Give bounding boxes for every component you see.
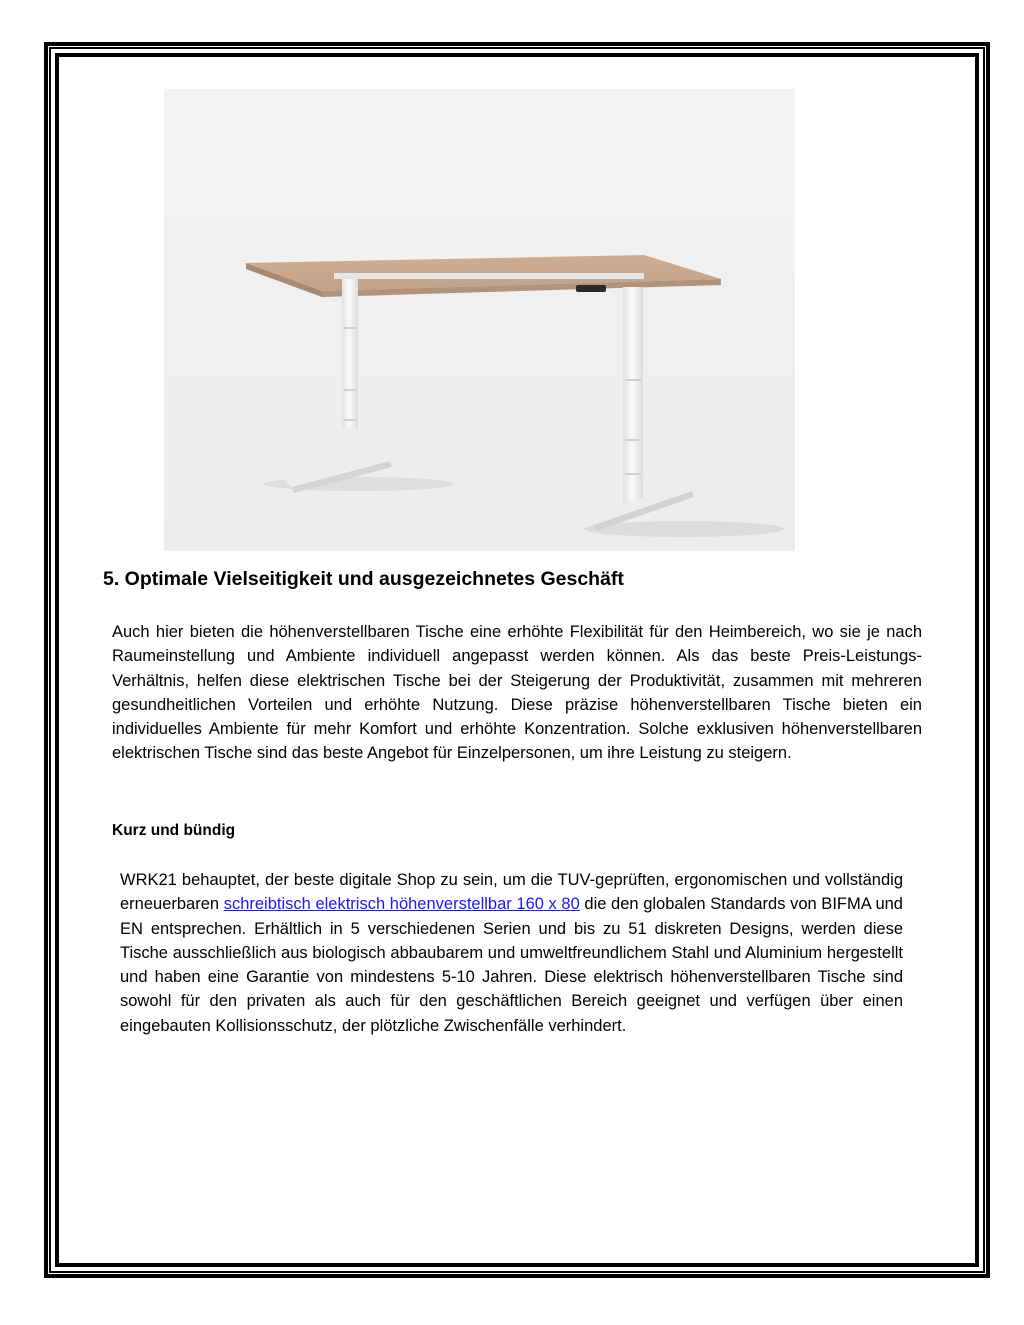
summary-heading: Kurz und bündig xyxy=(112,822,236,839)
product-link[interactable]: schreibtisch elektrisch höhenverstellbar 160 x 80 xyxy=(223,895,580,914)
standing-desk-illustration xyxy=(164,89,795,551)
standing-desk-photo xyxy=(164,89,795,551)
section-paragraph: Auch hier bieten die höhenverstellbaren Tische eine erhöhte Flexibilität für den Heimbereich, wo sie je nach Raumeinstellung und Ambiente individuell angepasst werden können. Als das beste Preis-Leistungs-Verhältnis, helfen diese elektrischen Tische bei der Steigerung der Produktivität, zusammen mit mehreren gesundheitlichen Vorteilen und erhöhte Nutzung. Diese präzise höhenverstellbaren Tische bieten ein individuelles Ambiente für mehr Komfort und erhöhte Konzentration. Solche exklusiven höhenverstellbaren elektrischen Tische sind das beste Angebot für Einzelpersonen, um ihre Leistung zu steigern. xyxy=(112,623,922,763)
summary-text-after-link: die den globalen Standards von BIFMA und EN entsprechen. Erhältlich in 5 verschiedenen Serien und bis zu 51 diskreten Designs, werden diese Tische ausschließlich aus biologisch abbaubarem und umweltfreundlichem Stahl und Aluminium hergestellt und haben eine Garantie von mindestens 5-10 Jahren. Diese elektrisch höhenverstellbaren Tische sind sowohl für den privaten als auch für den geschäftlichen Bereich geeignet und verfügen über einen eingebauten Kollisionsschutz, der plötzliche Zwischenfälle verhindert. xyxy=(120,895,903,1035)
summary-text-before-link: WRK21 behauptet, der beste digitale Shop zu sein, um die TUV-geprüften, ergonomischen und vollständig erneuerbaren xyxy=(120,871,903,914)
summary-paragraph xyxy=(120,868,903,1038)
section-heading: 5. Optimale Vielseitigkeit und ausgezeichnetes Geschäft xyxy=(103,568,624,590)
